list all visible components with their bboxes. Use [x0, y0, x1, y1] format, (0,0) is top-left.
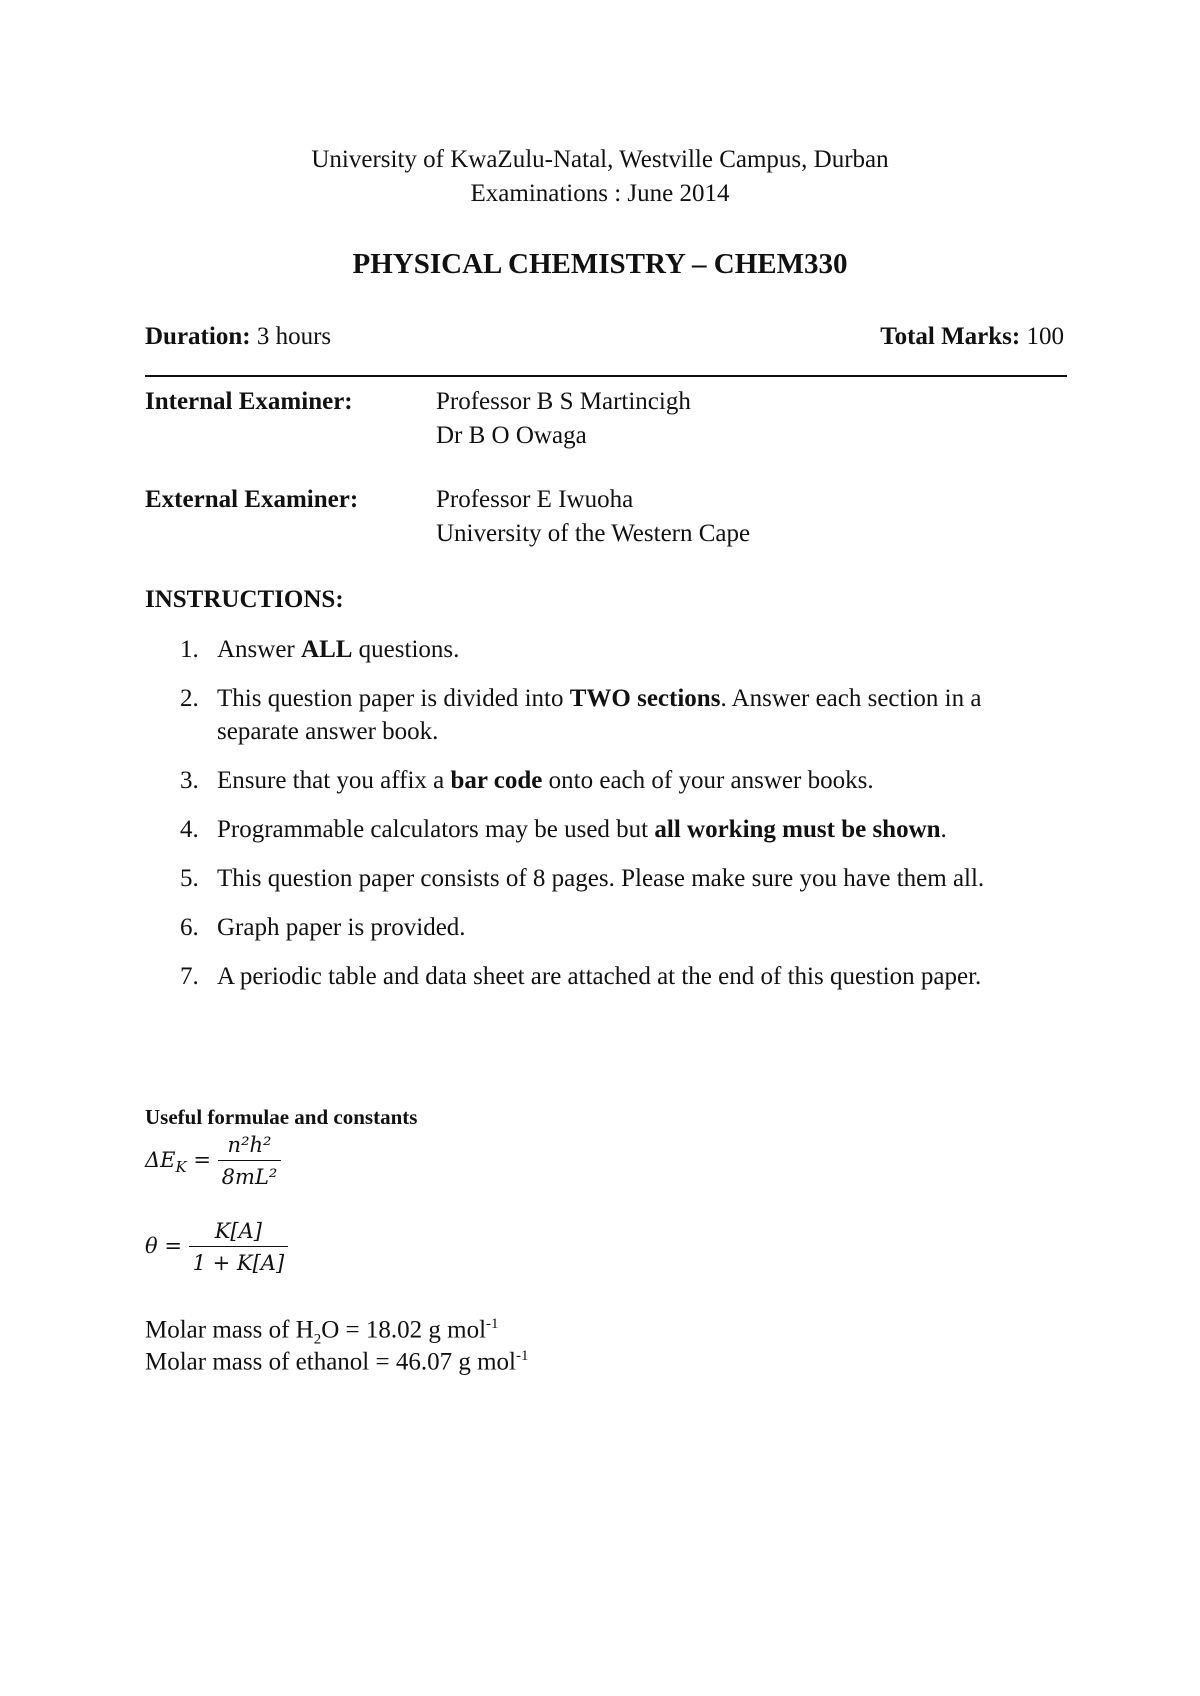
internal-examiner-1: Professor B S Martincigh — [436, 388, 691, 415]
duration — [145, 321, 331, 353]
instruction-item: 3. Ensure that you affix a bar code onto each of your answer books. — [180, 767, 874, 794]
instructions-list — [145, 633, 1065, 1009]
instruction-item: 1. Answer ALL questions. — [180, 636, 460, 663]
instruction-item: 4. Programmable calculators may be used but all working must be shown. — [180, 816, 947, 843]
molar-mass-water: Molar mass of $H_2O = 18.02$ g mol$^{-1}$ — [145, 1316, 499, 1348]
internal-examiner-label: Internal Examiner: — [145, 388, 353, 415]
instruction-item: 7. A periodic table and data sheet are attached at the end of this question paper. — [180, 963, 982, 990]
duration-label: Duration: — [145, 323, 251, 350]
molar-mass-ethanol: Molar mass of ethanol = 46.07 g mol$^{-1}$ — [145, 1348, 529, 1376]
external-examiner-2: University of the Western Cape — [436, 520, 751, 547]
formula-langmuir: θ = $\frac{K[A]}{1 + K[A]}$ — [145, 1216, 288, 1279]
instruction-item: 2. This question paper is divided into TWO sections. Answer each section in a separate answer book. — [180, 685, 982, 745]
marks-value: 100 — [1026, 323, 1064, 350]
internal-examiner-2: Dr B O Owaga — [436, 422, 587, 449]
external-examiner-1: Professor E Iwuoha — [436, 486, 634, 513]
formula-kinetic-energy: $\Delta E_K$ = $\frac{\text{n²h²}}{\text{8mL²}}$ — [145, 1130, 281, 1193]
instruction-item: 5. This question paper consists of 8 pages. Please make sure you have them all. — [180, 865, 985, 892]
paper-title: PHYSICAL CHEMISTRY – CHEM330 — [352, 248, 848, 280]
external-examiner-label: External Examiner: — [145, 486, 359, 513]
marks-label: Total Marks: — [880, 323, 1021, 350]
instruction-item: 6. Graph paper is provided. — [180, 914, 466, 941]
instructions-heading: INSTRUCTIONS: — [145, 586, 344, 613]
header-divider — [145, 375, 1067, 377]
university-line: University of KwaZulu-Natal, Westville Campus, Durban — [311, 146, 889, 173]
total-marks — [880, 321, 1064, 353]
duration-value: 3 hours — [256, 323, 332, 350]
formulae-heading: Useful formulae and constants — [145, 1105, 418, 1129]
examinations-line: Examinations : June 2014 — [470, 180, 730, 207]
